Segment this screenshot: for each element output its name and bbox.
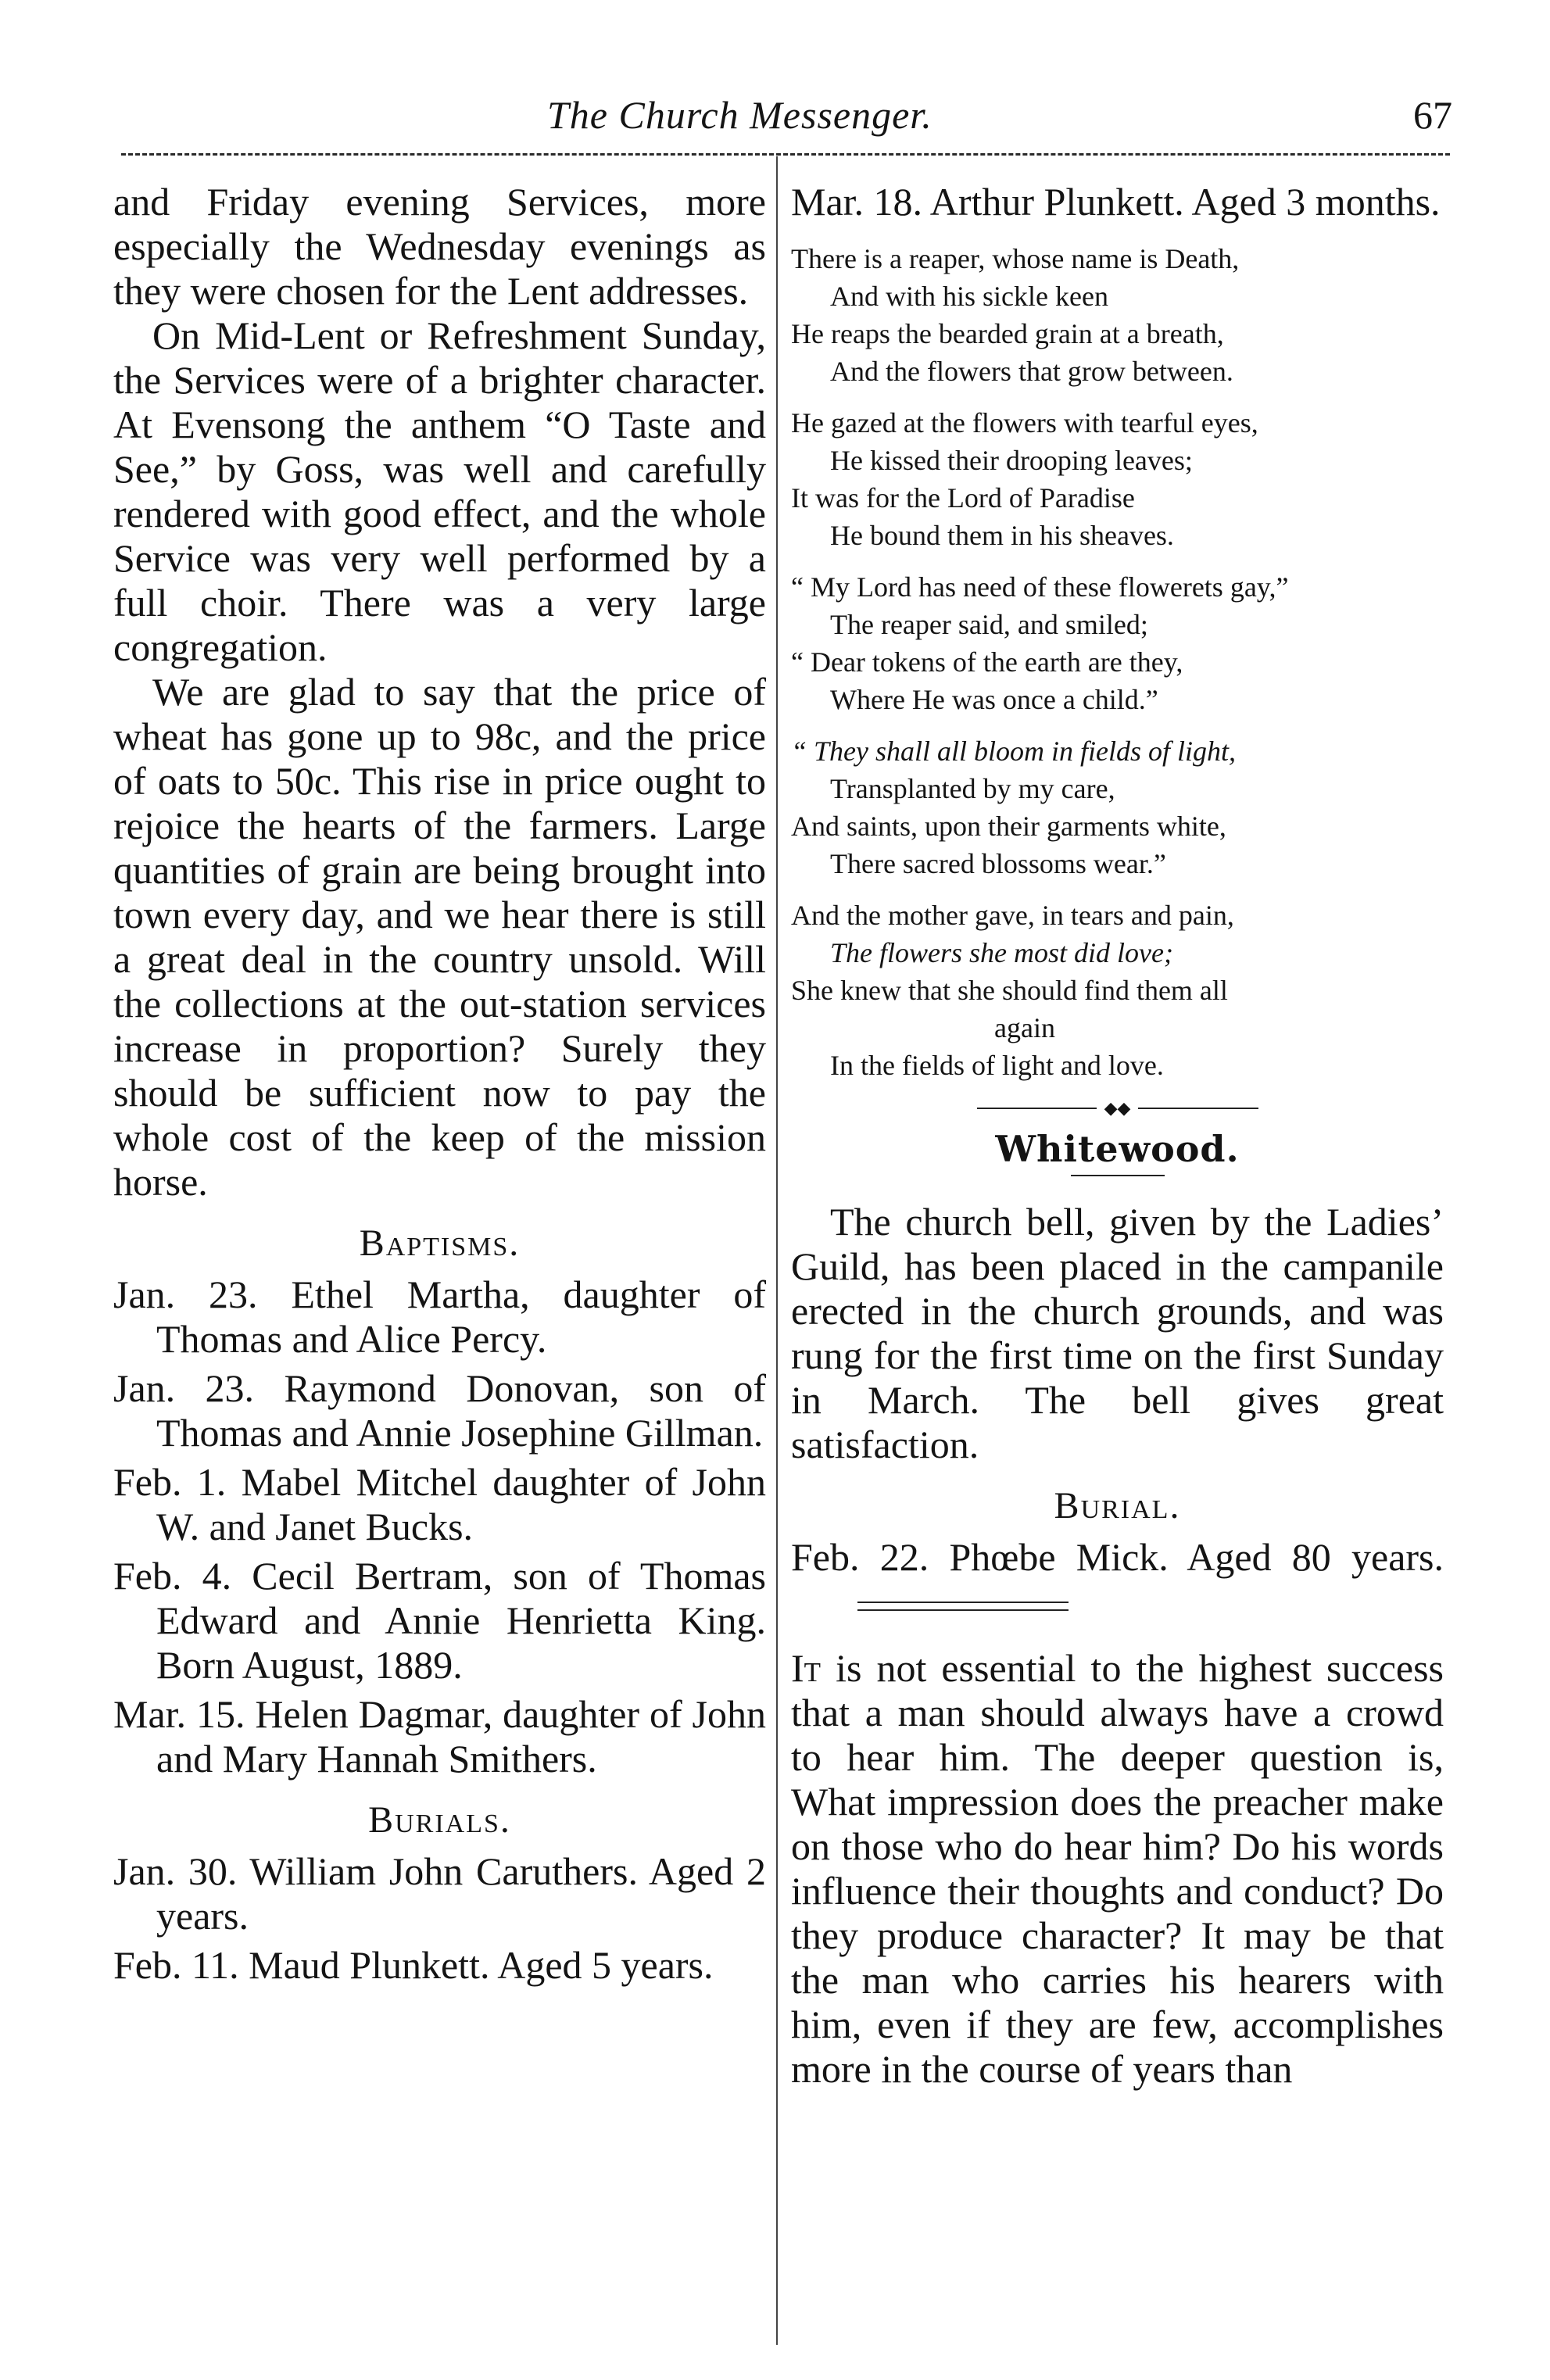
burials-heading: Burials. <box>368 1799 511 1841</box>
baptisms-heading: Baptisms. <box>359 1222 521 1264</box>
essay-paragraph <box>791 1646 1444 2092</box>
poem-line: And saints, upon their garments white, <box>791 811 1226 842</box>
poem-line: And with his sickle keen <box>830 281 1108 312</box>
poem-line: “ My Lord has need of these flowerets gay,” <box>791 571 1289 603</box>
poem-line: He reaps the bearded grain at a breath, <box>791 318 1224 349</box>
poem-line: Where He was once a child.” <box>830 684 1158 715</box>
baptism-entry: Jan. 23. Raymond Donovan, son of Thomas and Annie Josephine Gillman. <box>113 1366 766 1455</box>
ornamental-divider <box>977 1098 1258 1118</box>
poem-stanza <box>791 240 1444 390</box>
poem-stanza <box>791 404 1444 554</box>
short-rule <box>1071 1175 1165 1176</box>
burial-entry-text: Feb. 22. Phœbe Mick. Aged 80 years. <box>791 1535 1444 1579</box>
burial-entry-continued: Mar. 18. Arthur Plunkett. Aged 3 months. <box>791 180 1441 224</box>
poem-line: “ They shall all bloom in fields of light, <box>791 735 1237 767</box>
poem-line: He bound them in his sheaves. <box>830 520 1174 551</box>
poem-line: again <box>994 1012 1055 1043</box>
poem-line: And the mother gave, in tears and pain, <box>791 900 1234 931</box>
baptisms-list <box>113 1272 766 1781</box>
poem-line: He gazed at the flowers with tearful eyes, <box>791 407 1258 438</box>
wheat-paragraph: We are glad to say that the price of wheat has gone up to 98c, and the price of oats to 50c. This rise in price ought to rejoice the hearts of the farmers. Large quantities of grain are being brought into town every day, and we hear there is still a great deal in the country unsold. Will the collections at the out-station services increase in proportion? Surely they should be sufficient now to pay the whole cost of the keep of the mission horse. <box>113 670 766 1204</box>
poem-stanza <box>791 897 1444 1084</box>
poem-line: He kissed their drooping leaves; <box>830 445 1193 476</box>
spacer <box>791 1629 1444 1646</box>
poem-line: There is a reaper, whose name is Death, <box>791 243 1240 274</box>
bell-paragraph: The church bell, given by the Ladies’ Guild, has been placed in the campanile erected in the church grounds, and was rung for the first time on the first Sunday in March. The bell gives great satisfaction. <box>791 1200 1444 1466</box>
baptism-entry: Mar. 15. Helen Dagmar, daughter of John and Mary Hannah Smithers. <box>113 1692 766 1781</box>
diamond-ornament-icon: ◆◆ <box>1097 1098 1139 1118</box>
burial-entry: Jan. 30. William John Caruthers. Aged 2 years. <box>113 1849 766 1938</box>
poem <box>791 240 1444 1084</box>
column-divider <box>776 156 778 2345</box>
double-rule <box>857 1602 1069 1611</box>
poem-line: The flowers she most did love; <box>830 937 1173 968</box>
left-column <box>113 180 766 1992</box>
intro-paragraph: and Friday evening Services, more especially the Wednesday evenings as they were chosen for the Lent addresses. <box>113 180 766 313</box>
essay-lead-word: It <box>791 1646 822 1690</box>
mid-lent-paragraph: On Mid-Lent or Refreshment Sunday, the Services were of a brighter character. At Evensong the anthem “O Taste and See,” by Goss, was well and carefully rendered with good effect, and the whole Service was very well performed by a full choir. There was a very large congregation. <box>113 313 766 669</box>
burial-heading: Burial. <box>1054 1485 1181 1526</box>
baptism-entry: Feb. 4. Cecil Bertram, son of Thomas Edward and Annie Henrietta King. Born August, 1889. <box>113 1554 766 1687</box>
poem-stanza <box>791 568 1444 718</box>
baptism-entry: Feb. 1. Mabel Mitchel daughter of John W. and Janet Bucks. <box>113 1460 766 1548</box>
right-column <box>791 180 1444 2092</box>
poem-line: Transplanted by my care, <box>830 773 1115 804</box>
poem-line: In the fields of light and love. <box>830 1050 1164 1081</box>
header-rule <box>121 153 1450 156</box>
poem-line: She knew that she should find them all <box>791 975 1228 1006</box>
poem-line: “ Dear tokens of the earth are they, <box>791 646 1183 678</box>
whitewood-heading: Whitewood. <box>995 1128 1240 1170</box>
poem-line: It was for the Lord of Paradise <box>791 482 1135 514</box>
poem-stanza <box>791 732 1444 882</box>
poem-line: And the flowers that grow between. <box>830 356 1233 387</box>
burial-entry <box>791 1535 1444 1624</box>
page-number: 67 <box>1413 93 1452 137</box>
poem-line: The reaper said, and smiled; <box>830 609 1148 640</box>
essay-text: is not essential to the highest success that a man should always have a crowd to hear him. The deeper question is, What impression does the preacher make on those who do hear him? Do his words influence their thoughts and conduct? Do they produce character? It may be that the man who carries his hearers with him, even if they are few, accomplishes more in the course of years than <box>791 1646 1444 2091</box>
burials-list <box>113 1849 766 1988</box>
running-header-title: The Church Messenger. <box>547 93 933 137</box>
burial-entry: Feb. 11. Maud Plunkett. Aged 5 years. <box>113 1943 714 1987</box>
poem-line: There sacred blossoms wear.” <box>830 848 1166 879</box>
baptism-entry: Jan. 23. Ethel Martha, daughter of Thomas and Alice Percy. <box>113 1272 766 1361</box>
